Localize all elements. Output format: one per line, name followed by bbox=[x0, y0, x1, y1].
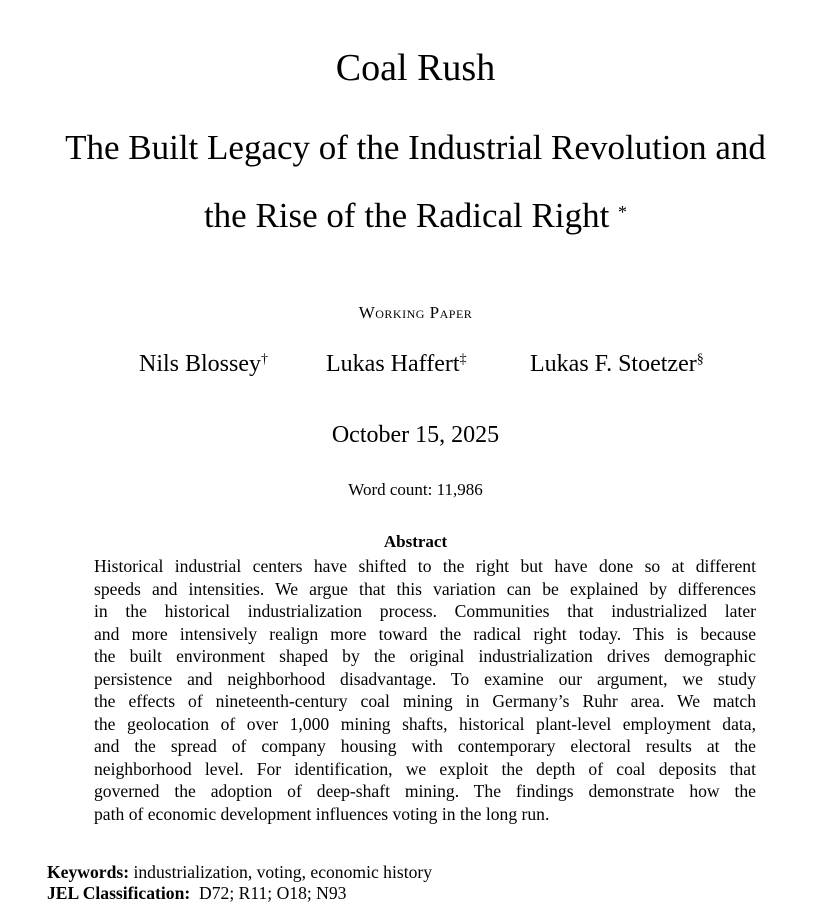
author-name: Lukas Haffert bbox=[326, 351, 460, 377]
abstract-line: the effects of nineteenth-century coal mining in Germany’s Ruhr area. We match bbox=[94, 691, 756, 711]
paper-subtitle-line-1: The Built Legacy of the Industrial Revolution and bbox=[65, 128, 766, 167]
abstract-heading: Abstract bbox=[383, 532, 448, 551]
author-name: Nils Blossey bbox=[139, 351, 262, 377]
author-name: Lukas F. Stoetzer bbox=[530, 351, 697, 377]
subtitle-text: the Rise of the Radical Right bbox=[203, 196, 610, 235]
paper-subtitle-line-2 bbox=[0, 196, 831, 236]
keywords-label: Keywords: bbox=[47, 862, 130, 882]
jel-label: JEL Classification: bbox=[47, 883, 191, 903]
abstract-line: speeds and intensities. We argue that this variation can be explained by differences bbox=[94, 578, 756, 599]
title-footnote-mark[interactable]: * bbox=[618, 202, 628, 222]
author-1 bbox=[139, 351, 268, 378]
author-footnote-mark[interactable]: † bbox=[261, 352, 269, 367]
author-2 bbox=[326, 351, 467, 378]
abstract-line: in the historical industrialization process. Communities that industrialized later bbox=[94, 601, 756, 621]
author-3 bbox=[530, 351, 704, 378]
author-footnote-mark[interactable]: § bbox=[696, 352, 704, 367]
paper-type-label: Working Paper bbox=[358, 303, 473, 322]
abstract-line: Historical industrial centers have shifted to the right but have done so at different bbox=[94, 556, 756, 576]
jel-classification bbox=[47, 883, 346, 904]
abstract-line: and the spread of company housing with contemporary electoral results at the bbox=[94, 736, 756, 756]
abstract-line: the geolocation of over 1,000 mining shafts, historical plant-level employment data, bbox=[94, 713, 756, 734]
abstract-line: persistence and neighborhood disadvantage. To examine our argument, we study bbox=[94, 668, 756, 689]
abstract-line: neighborhood level. For identification, we exploit the depth of coal deposits that bbox=[94, 758, 756, 779]
jel-value: D72; R11; O18; N93 bbox=[199, 883, 347, 903]
keywords bbox=[47, 862, 432, 883]
paper-title: Coal Rush bbox=[335, 47, 496, 89]
paper-date: October 15, 2025 bbox=[331, 422, 500, 448]
abstract-line: path of economic development influences voting in the long run. bbox=[94, 803, 550, 824]
word-count: Word count: 11,986 bbox=[348, 480, 483, 499]
abstract-line: governed the adoption of deep-shaft mining. The findings demonstrate how the bbox=[94, 781, 756, 801]
abstract-body bbox=[94, 555, 756, 825]
abstract-line: the built environment shaped by the original industrialization drives demographic bbox=[94, 646, 756, 666]
author-footnote-mark[interactable]: ‡ bbox=[459, 352, 467, 367]
abstract-line: and more intensively realign more toward the radical right today. This is because bbox=[94, 623, 756, 644]
keywords-value: industrialization, voting, economic history bbox=[133, 862, 433, 882]
